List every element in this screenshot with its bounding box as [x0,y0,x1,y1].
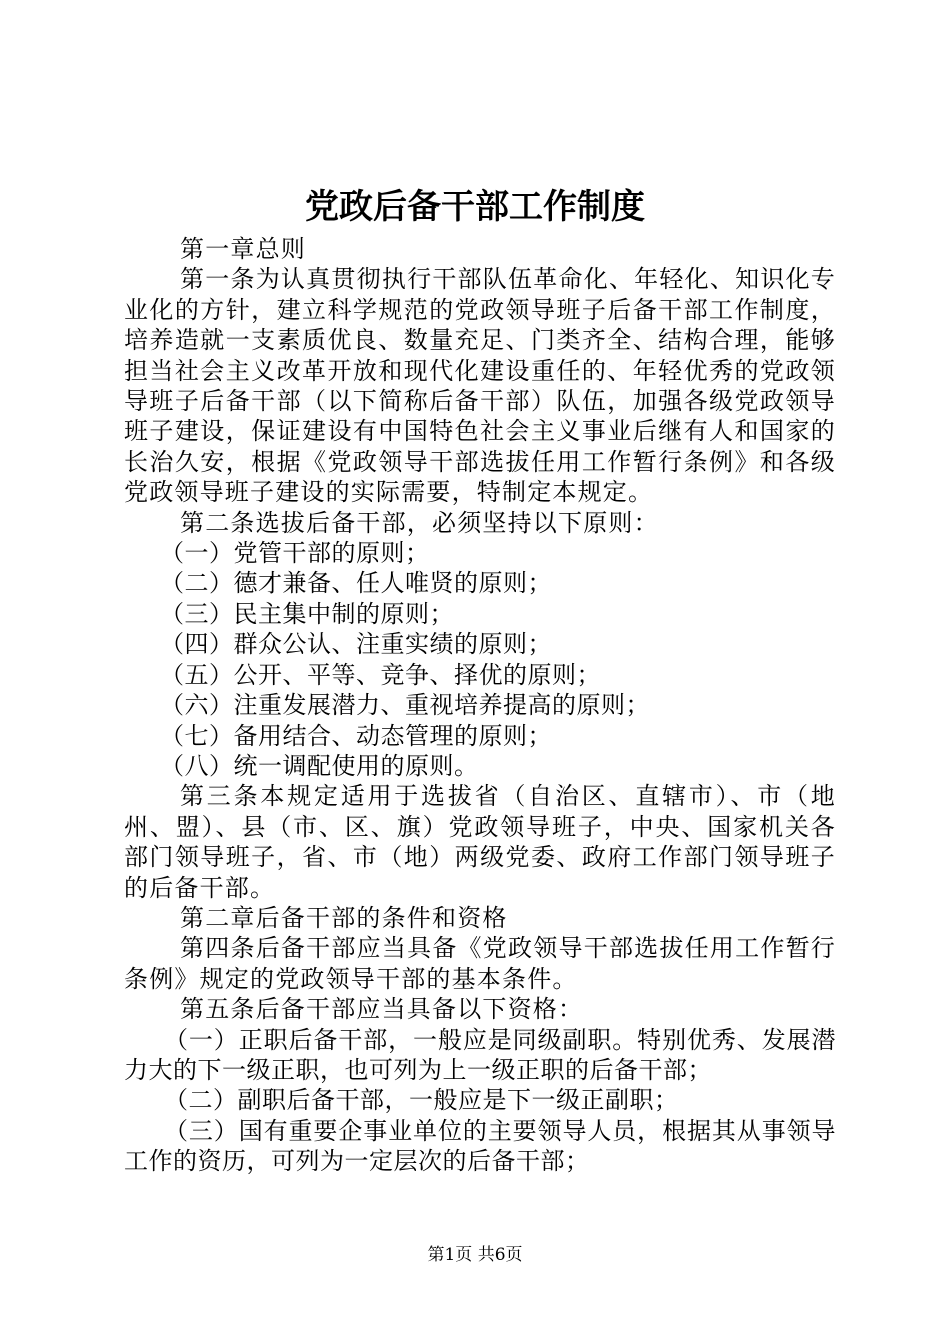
principle-item: （三）民主集中制的原则； [160,599,454,628]
principle-item: （七）备用结合、动态管理的原则； [160,721,552,750]
chapter-heading: 第一章总则 [180,235,306,263]
principle-item: （六）注重发展潜力、重视培养提高的原则； [160,691,650,720]
page-footer: 第1页 共6页 [427,1245,523,1265]
principle-item: （二）德才兼备、任人唯贤的原则； [160,569,552,598]
principle-item: （四）群众公认、注重实绩的原则； [160,630,552,659]
qualification-item: （二）副职后备干部，一般应是下一级正副职； [164,1086,679,1115]
principle-item: （八）统一调配使用的原则。 [160,751,479,780]
qualification-item: （一）正职后备干部，一般应是同级副职。特别优秀、发展潜力大的下一级正职，也可列为上一级正职的后备干部； [124,1025,836,1084]
article-paragraph: 第一条为认真贯彻执行干部队伍革命化、年轻化、知识化专业化的方针，建立科学规范的党政领导班子后备干部工作制度，培养造就一支素质优良、数量充足、门类齐全、结构合理，能够担当社会主义改革开放和现代化建设重任的、年轻优秀的党政领导班子后备干部（以下简称后备干部）队伍，加强各级党政领导班子建设，保证建设有中国特色社会主义事业后继有人和国家的长治久安，根据《党政领导干部选拔任用工作暂行条例》和各级党政领导班子建设的实际需要，特制定本规定。 [124,265,836,507]
article-paragraph: 第五条后备干部应当具备以下资格： [180,995,584,1024]
article-paragraph: 第四条后备干部应当具备《党政领导干部选拔任用工作暂行条例》规定的党政领导干部的基本条件。 [124,934,836,993]
document-title: 党政后备干部工作制度 [305,187,645,227]
chapter-heading: 第二章后备干部的条件和资格 [180,903,508,932]
qualification-item: （三）国有重要企事业单位的主要领导人员，根据其从事领导工作的资历，可列为一定层次的后备干部； [124,1116,836,1176]
document-body [124,234,836,1177]
article-paragraph: 第二条选拔后备干部，必须坚持以下原则： [180,508,659,537]
principle-item: （一）党管干部的原则； [160,539,430,568]
principle-item: （五）公开、平等、竞争、择优的原则； [160,660,601,689]
article-paragraph: 第三条本规定适用于选拔省（自治区、直辖市）、市（地州、盟）、县（市、区、旗）党政领导班子，中央、国家机关各部门领导班子，省、市（地）两级党委、政府工作部门领导班子的后备干部。 [124,782,836,902]
